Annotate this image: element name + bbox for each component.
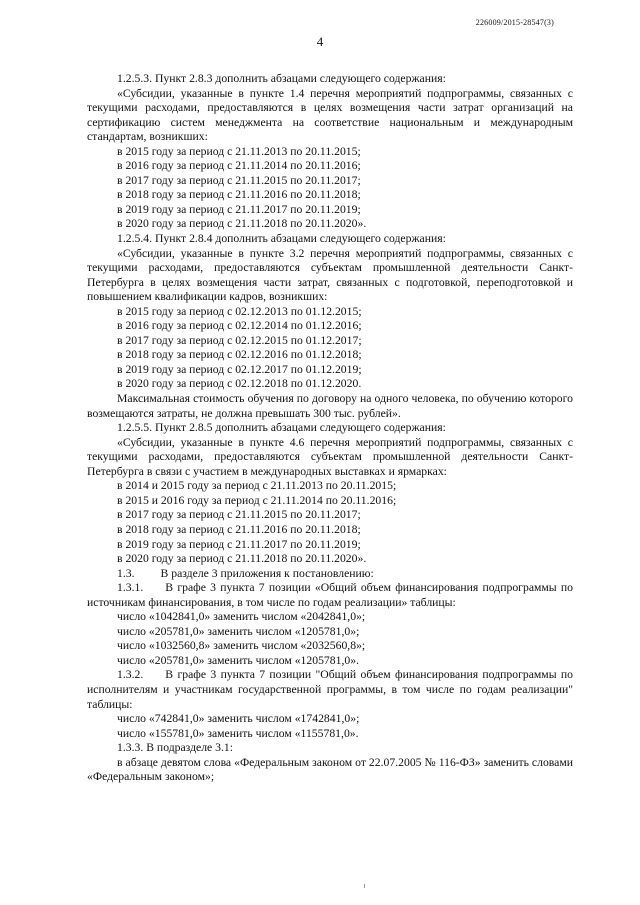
section-1-3-1 — [87, 581, 573, 610]
list-item: в 2019 году за период с 21.11.2017 по 20.11.2019; — [117, 537, 361, 551]
section-1-2-5-3-title: 1.2.5.3. Пункт 2.8.3 дополнить абзацами следующего содержания: — [117, 72, 446, 85]
list-item: в 2017 году за период с 21.11.2015 по 20.11.2017; — [117, 173, 361, 187]
section-1-3-3-title: 1.3.3. В подразделе 3.1: — [117, 741, 234, 755]
max-cost-paragraph: Максимальная стоимость обучения по договору на одного человека, по обучению которого возмещаются затраты, не должна превышать 300 тыс. рублей». — [87, 392, 573, 420]
list-item: в 2016 году за период с 02.12.2014 по 01.12.2016; — [117, 319, 362, 333]
list-item: в 2017 году за период с 21.11.2015 по 20.11.2017; — [117, 508, 361, 522]
list-item: в 2018 году за период с 02.12.2016 по 01.12.2018; — [117, 348, 362, 362]
list-item: число «155781,0» заменить числом «1155781,0». — [117, 726, 359, 740]
list-item: в 2017 году за период с 02.12.2015 по 01.12.2017; — [117, 333, 362, 347]
list-item: в 2019 году за период с 02.12.2017 по 01.12.2019; — [117, 362, 362, 376]
list-item: в 2020 году за период с 21.11.2018 по 20.11.2020». — [117, 217, 367, 231]
section-number: 1.3. — [117, 566, 135, 580]
page-number: 4 — [316, 34, 324, 49]
section-number: 1.3.2. — [117, 668, 144, 682]
section-text: В графе 3 пункта 7 позиции «Общий объем финансирования подпрограммы по источникам финансирования, в том числе по годам реализации» таблицы: — [87, 581, 573, 609]
section-1-2-5-4-intro: «Субсидии, указанные в пункте 3.2 перечня мероприятий подпрограммы, связанных с текущими расходами, предоставляются субъектам промышленной деятельности Санкт-Петербурга в целях возмещения части затрат, связанных с подготовкой, переподготовкой и повышением квалификации кадров, возникших: — [87, 246, 573, 304]
list-item: в 2020 году за период с 02.12.2018 по 01.12.2020. — [117, 377, 362, 391]
list-item: число «1042841,0» заменить числом «2042841,0»; — [117, 610, 366, 624]
document-body — [87, 72, 573, 785]
section-1-2-5-3-intro: «Субсидии, указанные в пункте 1.4 перечня мероприятий подпрограммы, связанных с текущими расходами, предоставляются в целях возмещения части затрат организаций на сертификацию систем менеджмента на соответствие национальным и международным стандартам, возникших: — [87, 86, 573, 144]
list-item: в 2014 и 2015 году за период с 21.11.2013 по 20.11.2015; — [117, 479, 397, 493]
list-item: число «742841,0» заменить числом «1742841,0»; — [117, 712, 360, 726]
list-item: в 2020 году за период с 21.11.2018 по 20.11.2020». — [117, 552, 367, 566]
list-item: в 2015 году за период с 02.12.2013 по 01.12.2015; — [117, 304, 362, 318]
section-text: В разделе 3 приложения к постановлению: — [160, 566, 374, 580]
section-1-2-5-4-title: 1.2.5.4. Пункт 2.8.4 дополнить абзацами следующего содержания: — [117, 232, 446, 246]
list-item: в 2016 году за период с 21.11.2014 по 20.11.2016; — [117, 159, 361, 173]
section-1-3 — [87, 567, 573, 582]
section-1-2-5-5-title: 1.2.5.5. Пункт 2.8.5 дополнить абзацами следующего содержания: — [117, 421, 446, 435]
list-item: в 2015 году за период с 21.11.2013 по 20.11.2015; — [117, 144, 361, 158]
scan-mark — [364, 884, 365, 888]
list-item: число «1032560,8» заменить числом «2032560,8»; — [117, 639, 366, 653]
list-item: в 2019 году за период с 21.11.2017 по 20.11.2019; — [117, 202, 361, 216]
list-item: в 2018 году за период с 21.11.2016 по 20.11.2018; — [117, 522, 361, 536]
section-1-3-2 — [87, 668, 573, 712]
section-1-2-5-5-intro: «Субсидии, указанные в пункте 4.6 перечня мероприятий подпрограммы, связанных с текущими расходами, предоставляются субъектам промышленной деятельности Санкт-Петербурга в связи с участием в международных выставках и ярмарках: — [87, 435, 573, 478]
section-1-3-3-text: в абзаце девятом слова «Федеральным законом от 22.07.2005 № 116-ФЗ» заменить словами «Федеральным законом»; — [87, 755, 573, 784]
list-item: в 2015 и 2016 году за период с 21.11.2014 по 20.11.2016; — [117, 493, 397, 507]
list-item: в 2018 году за период с 21.11.2016 по 20.11.2018; — [117, 188, 361, 202]
document-number: 226009/2015-28547(3) — [475, 18, 554, 27]
list-item: число «205781,0» заменить числом «1205781,0». — [117, 653, 359, 667]
list-item: число «205781,0» заменить числом «1205781,0»; — [117, 624, 360, 638]
section-number: 1.3.1. — [117, 581, 144, 595]
section-text: В графе 3 пункта 7 позиции "Общий объем финансирования подпрограммы по исполнителям и участникам государственной программы, в том числе по годам реализации" таблицы: — [87, 668, 573, 711]
